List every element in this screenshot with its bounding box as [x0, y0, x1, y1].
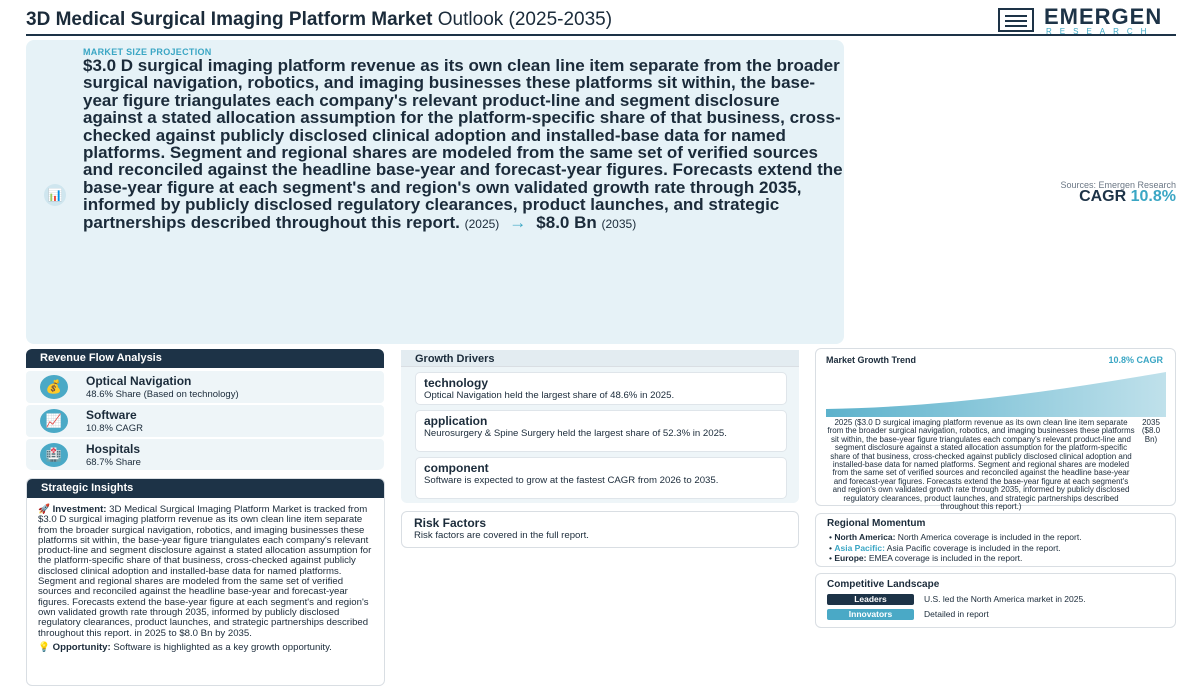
- rocket-icon: 🚀: [38, 504, 50, 515]
- strategic-insights-card: [26, 478, 385, 686]
- cagr-summary: CAGR 10.8%: [1079, 188, 1176, 205]
- risk-factors-text: Risk factors are covered in the full report.: [414, 530, 589, 541]
- market-size-text: $3.0 D surgical imaging platform revenue as its own clean line item separate from the broader surgical navigation, robotics, and imaging businesses these platforms sit within, the base-year figure triangulates each company's relevant product-line and segment disclosure against a stated allocation assumption for the platform-specific share of that business, cross-checked against publicly disclosed clinical adoption and installed-base data for named platforms. Segment and regional shares are modeled from the same set of verified sources and reconciled against the headline base-year and forecast-year figures. Forecasts extend the base-year figure at each segment's and region's own validated growth rate through 2035, informed by publicly disclosed regulatory clearances, product launches, and strategic partnerships described throughout this report. (2025) → $8.0 Bn (2035): [83, 56, 843, 232]
- source-note: Sources: Emergen Research: [1060, 180, 1176, 190]
- revenue-flow-card: [26, 349, 384, 470]
- region-item: • Asia Pacific: Asia Pacific coverage is included in the report.: [829, 542, 1061, 553]
- growth-driver-text: Software is expected to grow at the fastest CAGR from 2026 to 2035.: [424, 475, 719, 486]
- revenue-flow-item-title: Hospitals: [86, 442, 141, 456]
- revenue-flow-item-title: Optical Navigation: [86, 374, 192, 388]
- region-item: • North America: North America coverage is included in the report.: [829, 532, 1082, 542]
- innovators-tag: Innovators: [827, 609, 914, 620]
- competitive-landscape-title: Competitive Landscape: [827, 579, 940, 590]
- growth-driver-title: application: [424, 414, 488, 428]
- revenue-flow-item: [26, 439, 384, 470]
- market-trend-title: Market Growth Trend: [826, 355, 917, 365]
- trend-chart-icon: 📈: [40, 409, 68, 433]
- regional-momentum-card: [815, 513, 1176, 567]
- logo-mark-icon: [998, 8, 1034, 32]
- page-header: [26, 0, 1176, 36]
- market-growth-trend-card: [815, 348, 1176, 512]
- regional-momentum-title: Regional Momentum: [827, 518, 926, 529]
- landscape-row: [827, 593, 1164, 607]
- risk-factors-card: [401, 511, 799, 548]
- landscape-row-text: U.S. led the North America market in 2025.: [924, 594, 1086, 604]
- logo-name: EMERGEN: [1044, 4, 1163, 29]
- revenue-flow-item-sub: 48.6% Share (Based on technology): [86, 389, 239, 400]
- growth-driver-item: [415, 410, 787, 452]
- growth-driver-item: [415, 457, 787, 499]
- growth-area: [826, 372, 1166, 417]
- risk-factors-title: Risk Factors: [414, 516, 487, 530]
- growth-driver-text: Optical Navigation held the largest share of 48.6% in 2025.: [424, 390, 675, 401]
- page-title: 3D Medical Surgical Imaging Platform Market Outlook (2025-2035): [26, 9, 613, 30]
- market-size-panel: [26, 40, 844, 344]
- revenue-flow-item-sub: 10.8% CAGR: [86, 423, 144, 434]
- logo-sub: RESEARCH: [1046, 27, 1155, 36]
- growth-driver-item: [415, 372, 787, 405]
- revenue-flow-item: [26, 405, 384, 437]
- revenue-flow-item-title: Software: [86, 408, 137, 422]
- growth-area-chart: [826, 369, 1166, 417]
- lightbulb-icon: 💡: [38, 641, 50, 653]
- trend-end-label: 2035 ($8.0 Bn): [1141, 418, 1161, 444]
- market-trend-cagr: 10.8% CAGR: [1108, 355, 1163, 365]
- strategic-insights-title: Strategic Insights: [27, 479, 384, 498]
- growth-drivers-card: [401, 350, 799, 503]
- leaders-tag: Leaders: [827, 594, 914, 605]
- landscape-row-text: Detailed in report: [924, 609, 989, 619]
- growth-driver-text: Neurosurgery & Spine Surgery held the largest share of 52.3% in 2025.: [424, 428, 727, 439]
- competitive-landscape-card: [815, 573, 1176, 628]
- landscape-row: [827, 608, 1164, 622]
- arrow-right-icon: →: [509, 212, 527, 232]
- market-size-label: MARKET SIZE PROJECTION: [83, 47, 212, 57]
- money-bag-icon: 💰: [40, 375, 68, 399]
- growth-drivers-title: Growth Drivers: [401, 350, 799, 367]
- chart-icon: 📊: [44, 184, 66, 206]
- emergen-logo[interactable]: [998, 6, 1176, 36]
- growth-driver-title: technology: [424, 376, 489, 390]
- revenue-flow-title: Revenue Flow Analysis: [26, 349, 384, 368]
- revenue-flow-item-sub: 68.7% Share: [86, 457, 141, 468]
- building-icon: 🏥: [40, 443, 68, 467]
- trend-start-label: 2025 ($3.0 D surgical imaging platform revenue as its own clean line item separate from the broader surgical navigation, robotics, and imaging businesses these platforms sit within, the base-year figure triangulates each company's relevant product-line and segment disclosure against a stated allocation assumption for the platform-specific share of that business, cross-checked against publicly disclosed clinical adoption and installed-base data for named platforms. Segment and regional shares are modeled from the same set of verified sources and reconciled against the headline base-year and forecast-year figures. Forecasts extend the base-year figure at each segment's and region's own validated growth rate through 2035, informed by publicly disclosed regulatory clearances, product launches, and strategic partnerships described throughout this report.): [827, 418, 1135, 512]
- region-item: • Europe: EMEA coverage is included in the report.: [829, 553, 1023, 563]
- strategic-insights-body: 🚀 Investment: 3D Medical Surgical Imaging Platform Market is tracked from $3.0 D surgical imaging platform revenue as its own clean line item separate from the broader surgical navigation, robotics, and imaging businesses these platforms sit within, the base-year figure triangulates each company's relevant product-line and segment disclosure against a stated allocation assumption for the platform-specific share of that business, cross-checked against publicly disclosed clinical adoption and installed-base data for named platforms. Segment and regional shares are modeled from the same set of verified sources and reconciled against the headline base-year and forecast-year figures. Forecasts extend the base-year figure at each segment's and region's own validated growth rate through 2035, informed by publicly disclosed regulatory clearances, product launches, and strategic partnerships described throughout this report. in 2025 to $8.0 Bn by 2035. 💡 Opportunity: Software is highlighted as a key growth opportunity.: [38, 504, 372, 653]
- growth-driver-title: component: [424, 461, 489, 475]
- revenue-flow-item: [26, 371, 384, 403]
